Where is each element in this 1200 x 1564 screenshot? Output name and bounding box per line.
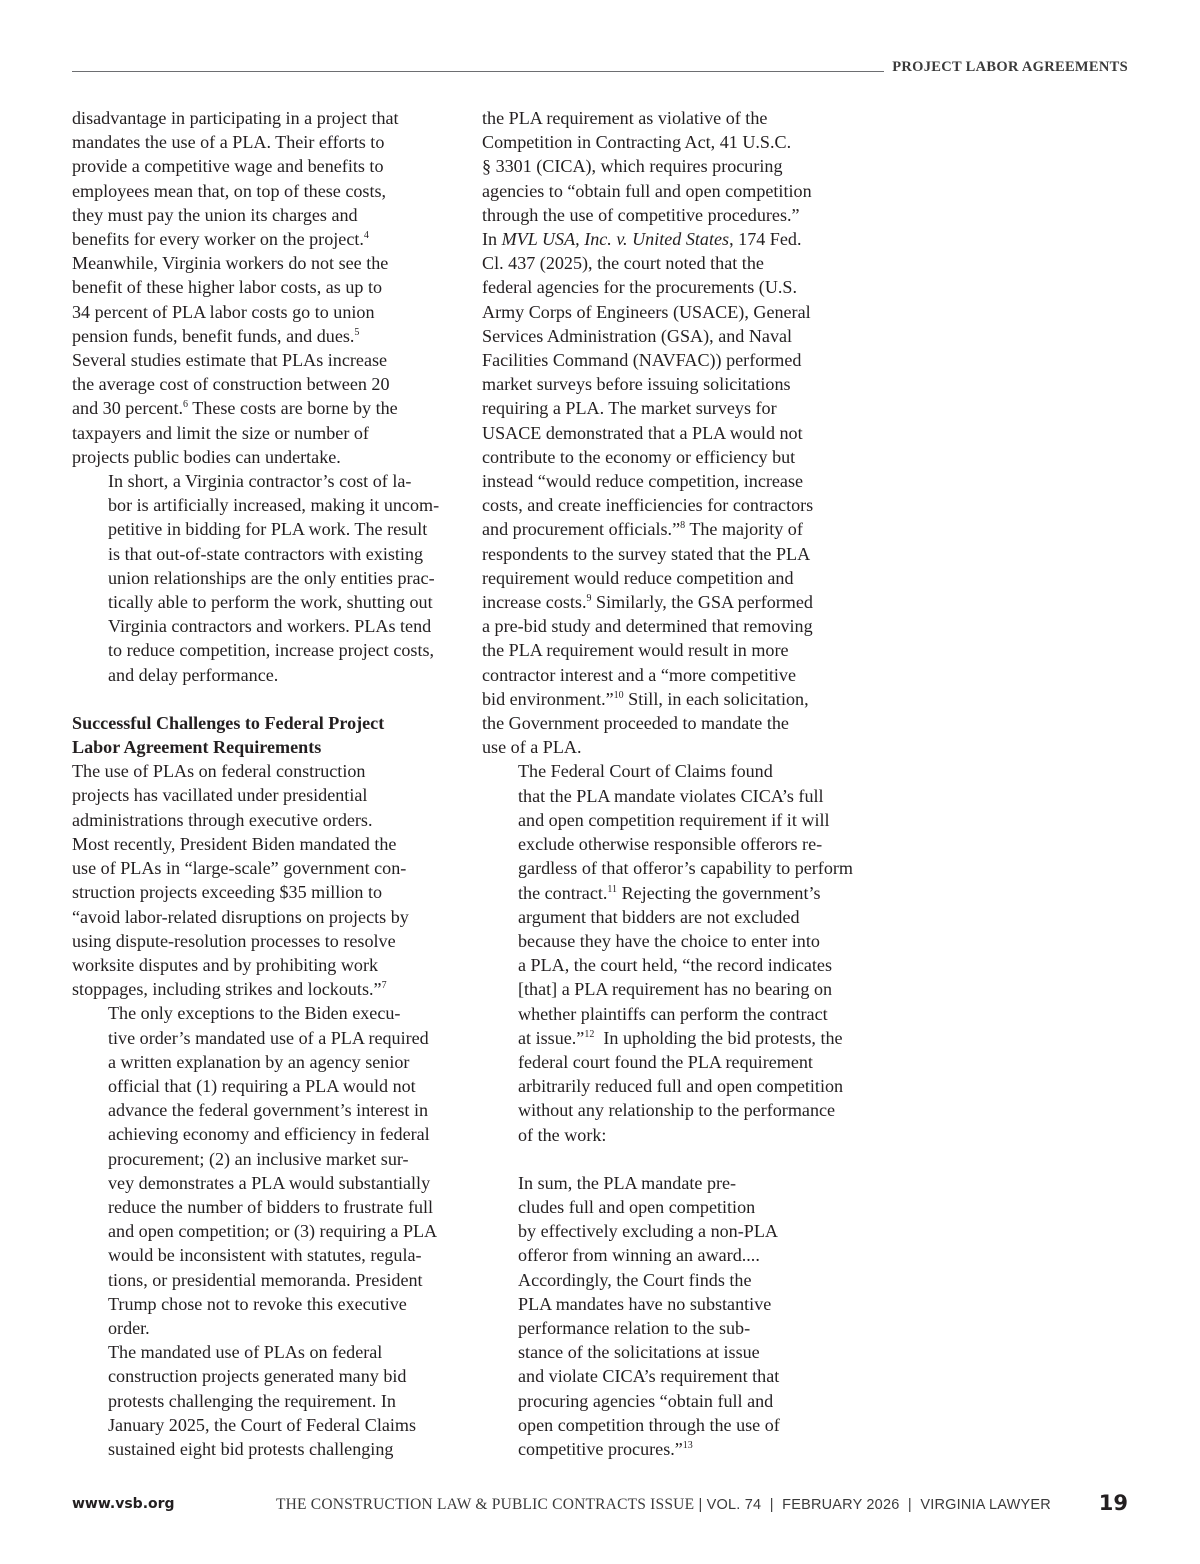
- paragraph-bid-protests: The mandated use of PLAs on federal construction projects generated many bid protests challenging the requirement. In January 2025, the Court of Federal Claims sustained eight bid protests challenging: [108, 1342, 417, 1459]
- footnote-ref-13[interactable]: 13: [682, 1439, 693, 1451]
- footnote-ref-5[interactable]: 5: [354, 326, 360, 338]
- footnote-ref-6[interactable]: 6: [183, 399, 189, 411]
- paragraph-executive-orders: The use of PLAs on federal construction projects has vacillated under presidential administrations through executive orders. Most recently, President Biden mandated the use of PLAs in “large-scale” government con- struction projects exceeding $35 million to “avoid labor-related disruptions on projects by using dispute-resolution processes to resolve worksite disputes and by prohibiting work stoppages, including strikes and lockouts.”$^7$: [72, 761, 409, 1000]
- footnote-ref-8[interactable]: 8: [680, 520, 686, 532]
- footnote-ref-12[interactable]: 12: [584, 1028, 595, 1040]
- journal-meta: | VOL. 74 | FEBRUARY 2026 | VIRGINIA LAWYER: [694, 1497, 1051, 1513]
- page-number: 19: [1098, 1491, 1128, 1515]
- footnote-ref-7[interactable]: 7: [381, 980, 387, 992]
- footnote-ref-10[interactable]: 10: [613, 689, 624, 701]
- paragraph-court-finding: The Federal Court of Claims found that the PLA mandate violates CICA’s full and open competition requirement if it will exclude otherwise responsible offerors re- gardless of that offeror’s capability to perform the contract.$^{11}$ Rejecting the government’s argument that bidders are not excluded because they have the choice to enter into a PLA, the court held, “the record indicates [that] a PLA requirement has no bearing on whether plaintiffs can perform the contract at issue.”$^{12}$ In upholding the bid protests, the federal court found the PLA requirement arbitrarily reduced full and open competition without any relationship to the performance of the work:: [518, 761, 853, 1145]
- footnote-ref-9[interactable]: 9: [586, 593, 592, 605]
- right-column: [482, 106, 856, 1461]
- paragraph-cica-challenge: the PLA requirement as violative of the Competition in Contracting Act, 41 U.S.C. § 3301 (CICA), which requires procuring agencies to “obtain full and open competition through the use of competitive procedures.” In MVL USA, Inc. v. United States, 174 Fed. Cl. 437 (2025), the court noted that the federal agencies for the procurements (U.S. Army Corps of Engineers (USACE), General Services Administration (GSA), and Naval Facilities Command (NAVFAC)) performed market surveys before issuing solicitations requiring a PLA. The market surveys for USACE demonstrated that a PLA would not contribute to the economy or efficiency but instead “would reduce competition, increase costs, and create inefficiencies for contractors and procurement officials.”$^8$ The majority of respondents to the survey stated that the PLA requirement would reduce competition and increase costs.$^9$ Similarly, the GSA performed a pre-bid study and determined that removing the PLA requirement would result in more contractor interest and a “more competitive bid environment.”$^{10}$ Still, in each solicitation, the Government proceeded to mandate the use of a PLA.: [482, 108, 814, 758]
- paragraph-exceptions: The only exceptions to the Biden execu- tive order’s mandated use of a PLA required a written explanation by an agency senior official that (1) requiring a PLA would not advance the federal government’s interest in achieving economy and efficiency in federal procurement; (2) an inclusive market sur- vey demonstrates a PLA would substantially reduce the number of bidders to frustrate full and open competition; or (3) requiring a PLA would be inconsistent with statutes, regula- tions, or presidential memoranda. President Trump chose not to revoke this executive order.: [108, 1003, 438, 1338]
- paragraph-in-short: In short, a Virginia contractor’s cost of la- bor is artificially increased, making it uncom- petitive in bidding for PLA work. The result is that out-of-state contractors with existing union relationships are the only entities prac- tically able to perform the work, shutting out Virginia contractors and workers. PLAs tend to reduce competition, increase project costs, and delay performance.: [108, 471, 440, 685]
- section-heading: Successful Challenges to Federal Project Labor Agreement Requirements: [72, 712, 385, 758]
- site-url[interactable]: www.vsb.org: [72, 1496, 175, 1512]
- paragraph-pla-cost-burden: disadvantage in participating in a project that mandates the use of a PLA. Their efforts to provide a competitive wage and benefits to employees mean that, on top of these costs, they must pay the union its charges and benefits for every worker on the project.$^4$ Meanwhile, Virginia workers do not see the benefit of these higher labor costs, as up to 34 percent of PLA labor costs go to union pension funds, benefit funds, and dues.$^5$ Several studies estimate that PLAs increase the average cost of construction between 20 and 30 percent.$^6$ These costs are borne by the taxpayers and limit the size or number of projects public bodies can undertake.: [72, 108, 399, 467]
- left-column: [72, 106, 448, 1461]
- running-head: PROJECT LABOR AGREEMENTS: [892, 59, 1128, 75]
- footnote-ref-4[interactable]: 4: [363, 230, 369, 242]
- header-rule: [72, 71, 884, 72]
- block-quote: In sum, the PLA mandate pre- cludes full and open competition by effectively excluding a non-PLA offeror from winning an award.... Accordingly, the Court finds the PLA mandates have no substantive performance relation to the sub- stance of the solicitations at issue and violate CICA’s requirement that procuring agencies “obtain full and open competition through the use of competitive procures.”$^{13}$: [518, 1172, 780, 1459]
- journal-info: [276, 1496, 1051, 1514]
- case-name: MVL USA, Inc. v. United States: [501, 229, 730, 250]
- journal-title: THE CONSTRUCTION LAW & PUBLIC CONTRACTS ISSUE: [276, 1496, 695, 1513]
- page-footer: [72, 1490, 1128, 1520]
- footnote-ref-11[interactable]: 11: [607, 883, 618, 895]
